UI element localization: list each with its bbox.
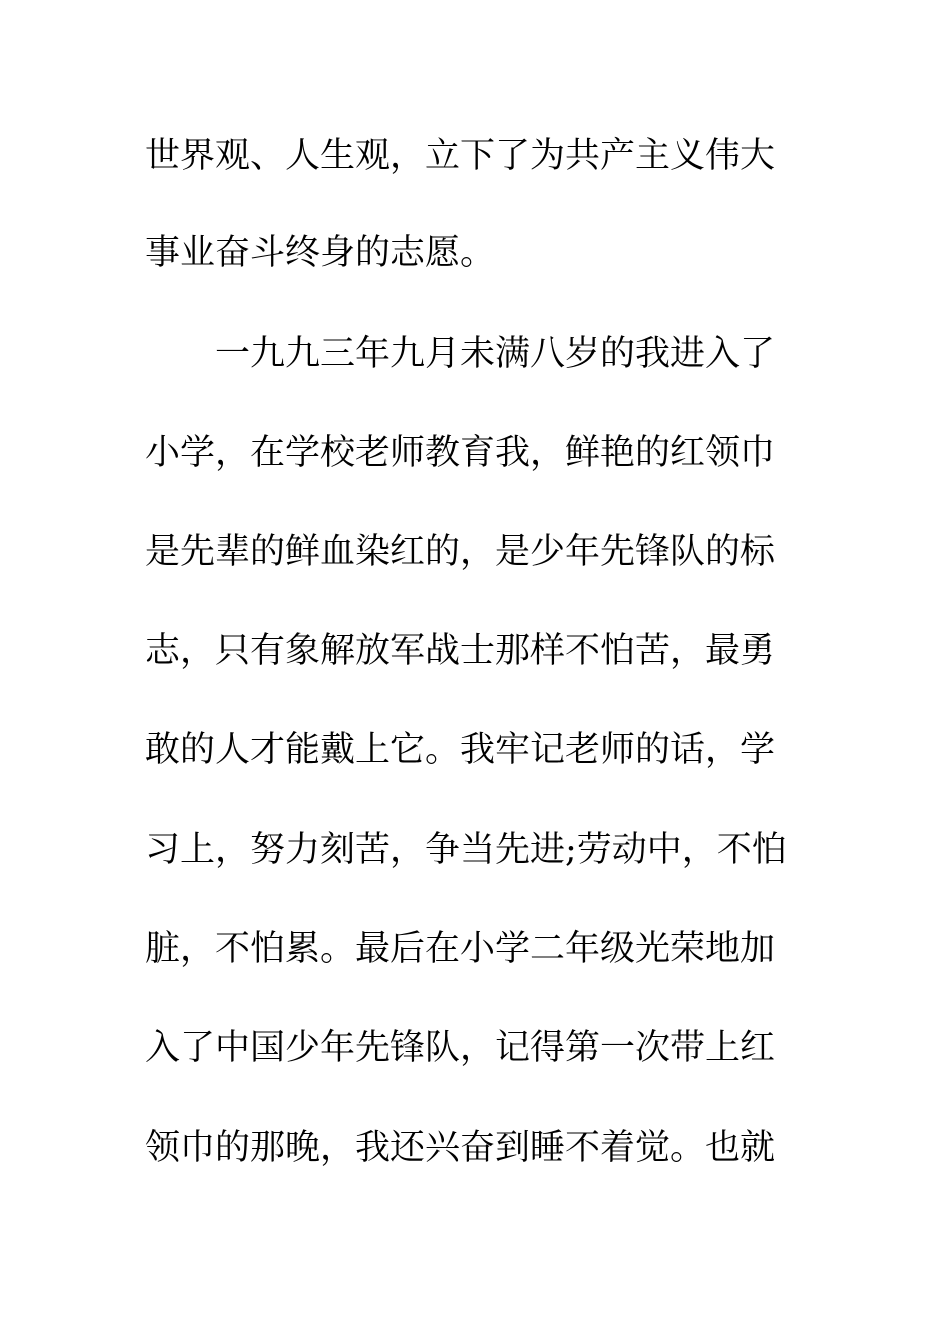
paragraph-line-11: 领巾的那晚，我还兴奋到睡不着觉。也就	[145, 1128, 776, 1168]
paragraph-line-5: 是先辈的鲜血染红的，是少年先锋队的标	[145, 532, 776, 572]
paragraph-line-7: 敢的人才能戴上它。我牢记老师的话，学	[145, 730, 776, 770]
paragraph-line-8: 习上，努力刻苦，争当先进;劳动中，不怕	[145, 830, 787, 870]
paragraph-line-10: 入了中国少年先锋队，记得第一次带上红	[145, 1028, 776, 1068]
paragraph-line-3: 一九九三年九月未满八岁的我进入了	[215, 334, 776, 374]
paragraph-line-9: 脏，不怕累。最后在小学二年级光荣地加	[145, 929, 776, 969]
paragraph-line-4: 小学，在学校老师教育我，鲜艳的红领巾	[145, 433, 776, 473]
paragraph-line-6: 志，只有象解放军战士那样不怕苦，最勇	[145, 631, 776, 671]
paragraph-line-2: 事业奋斗终身的志愿。	[145, 233, 496, 273]
paragraph-line-1: 世界观、人生观，立下了为共产主义伟大	[145, 136, 776, 176]
